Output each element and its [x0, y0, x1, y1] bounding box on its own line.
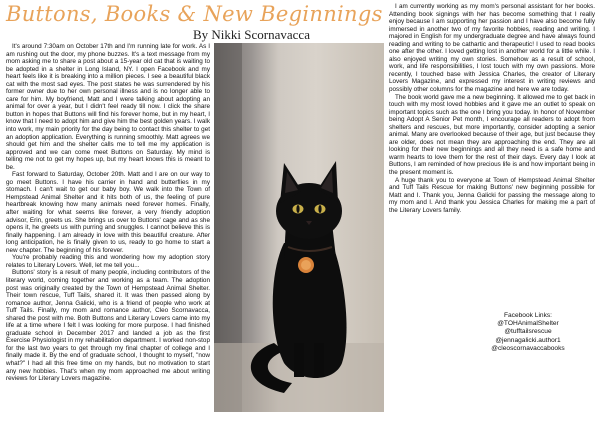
- cat-photo: [214, 43, 384, 412]
- facebook-link[interactable]: @TOHAnimalShelter: [497, 320, 559, 328]
- paragraph: Fast forward to Saturday, October 20th. Matt and I are on our way to go meet Buttons. I have his carrier in hand and butterflies in my stomach. I can't wait to get our baby boy. We walk into the Town of Hempstead Animal Shelter and it hits both of us, the feeling of pure heartbreak knowing how many animals need forever homes. Finally, after waiting for what seems like forever, a very friendly adoption advisor, Erin, greets us. She brings us over to Buttons' cage and as she opens it, he greets us with purring and snuggles. I cannot believe this is finally happening. I am already in love with this beautiful creature. After long anticipation, he is finally given to us, ready to go home to start a new chapter. The beginning of his forever.: [6, 171, 210, 254]
- right-text-column: [389, 3, 595, 214]
- left-text-column: [6, 43, 210, 383]
- facebook-link[interactable]: @cleoscornavaccabooks: [491, 344, 565, 352]
- article-title: Buttons, Books & New Beginnings: [6, 2, 383, 26]
- paragraph: I am currently working as my mom's personal assistant for her books. Attending book signings with her has become something that I really enjoy because I am supporting her passion and I have also become fully immersed in another two of my favorite hobbies, reading and writing. I majored in English for my undergraduate degree and have always found reading and writing to be cathartic and therapeutic! I used to read books one after the other. I loved getting lost in another world for a little while. I also enjoyed writing my own stories. Somehow as a result of school, work, and life responsibilities, I lost touch with my own passions. More recently, I touched base with Jessica Charles, the creator of Literary Lovers Magazine, and expressed my interest in writing reviews and possibly other columns for the magazine and here we are today.: [389, 3, 595, 94]
- facebook-link[interactable]: @tufftailsrescue: [504, 328, 552, 336]
- facebook-links-heading: Facebook Links:: [503, 312, 552, 319]
- paragraph: The book world gave me a new beginning. It allowed me to get back in touch with my most loved hobbies and it gave me an outlet to speak on important topics such as the one I bring you today. In honor of November being Adopt A Senior Pet month, I encourage all readers to adopt from shelters and rescues, but more importantly, consider adopting a senior animal. Many are overlooked because of their age, but just because they are older, does not mean they are approaching the end. They are all looking for their new beginnings and all they need is a safe home and warm hearts to love them for the rest of their days. Every day I look at Buttons, I am reminded of how precious life is and how important being in the present moment is.: [389, 93, 595, 177]
- paragraph: You're probably reading this and wondering how my adoption story relates to Literary Lovers. Well, let me tell you...: [6, 254, 210, 269]
- paragraph: Buttons' story is a result of many people, including contributors of the literary world, coming together and working as a team. The adoption post was originally created by the Town of Hempstead Animal Shelter. Their town rescue, Tuff Tails, shared it. It was then passed along by romance author, Jenna Galicki, who is a friend of people who work at Tuff Tails. Finally, my mom and romance author, Cleo Scornavacca, shared the post with me. Both Buttons and Literary Lovers came into my life at a time where I felt I was looking for more purpose. I had finished graduate school in December 2017 and landed a job as the first Exercise Physiologist in my rehabilitation department. I worked non-stop for the last two years to get through my final chapter of college and I finally made it. By the end of graduate school, I thought to myself, "now what?" I had all this free time on my hands, but no motivation to start any new hobbies. That's when my mom approached me about writing reviews for Literary Lovers magazine.: [6, 269, 210, 383]
- author-byline: By Nikki Scornavacca: [193, 27, 310, 42]
- facebook-links: [468, 312, 588, 353]
- paragraph: It's around 7:30am on October 17th and I'm running late for work. As I am rushing out the door, my phone buzzes. It's a text message from my mom asking me to share a post about a 15-year old cat that is waiting to be adopted in a shelter in Long Island, NY. I open Facebook and my heart feels like it is breaking into a million pieces. I see a beautiful black cat with the most sad eyes. The post states he was surrendered by his former owner due to her own personal illness and is no longer able to care for him. My boyfriend, Matt and I were talking about adopting an animal for over a year, but I didn't feel ready till now. I click the share button in hopes that Buttons will find his forever home, but in my heart, I know that I need to adopt him and give him the best golden years. I walk into work, my main priority for the day being to contact this shelter to get an adoption application. Everything is running smoothly. Matt agrees we should get him and the shelter calls me to tell me my application is approved and we can come meet Buttons on Saturday. My mind is telling me not to get my hopes up, but my heart knows this is meant to be.: [6, 43, 210, 171]
- black-cat-image: [214, 43, 384, 412]
- facebook-link[interactable]: @jennagalicki.author1: [495, 336, 561, 344]
- paragraph: A huge thank you to everyone at Town of Hempstead Animal Shelter and Tuff Tails Rescue for making Buttons' new beginning possible for Matt and I. Thank you, Jenna Galicki for passing the message along to my mom and I. And thank you Jessica Charles for making me a part of the Literary Lovers family.: [389, 176, 595, 214]
